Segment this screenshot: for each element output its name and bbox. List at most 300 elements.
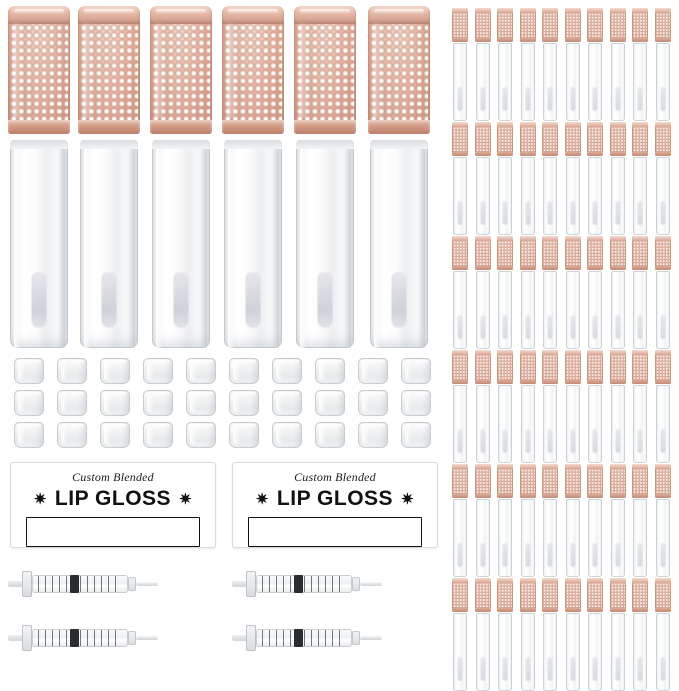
stopper-cap — [315, 390, 345, 416]
small-cap-base — [587, 380, 603, 384]
applicator-wand — [246, 272, 261, 328]
small-rhinestone-texture — [656, 241, 670, 266]
small-rhinestone-texture — [633, 355, 647, 380]
small-clear-body — [633, 271, 647, 349]
small-clear-body — [543, 43, 557, 121]
stopper-cap — [100, 422, 130, 448]
small-applicator-wand — [593, 315, 598, 339]
small-rhinestone-texture — [543, 127, 557, 152]
stopper-body — [57, 358, 87, 384]
small-rhinestone-cap — [520, 236, 536, 270]
small-rhinestone-cap — [565, 350, 581, 384]
small-cap-base — [475, 380, 491, 384]
tube-neck — [296, 140, 354, 149]
small-cap-base — [587, 38, 603, 42]
syringe — [232, 620, 382, 656]
small-cap-base — [475, 38, 491, 42]
stopper-cap — [229, 358, 259, 384]
small-rhinestone-texture — [611, 241, 625, 266]
small-applicator-wand — [615, 543, 620, 567]
cap-base-band — [150, 120, 212, 134]
stopper-cap — [315, 358, 345, 384]
small-rhinestone-texture — [498, 241, 512, 266]
small-rhinestone-texture — [656, 469, 670, 494]
stopper-body — [229, 390, 259, 416]
small-applicator-wand — [458, 429, 463, 453]
syringe-measurement-ticks — [262, 576, 346, 592]
label-write-box — [248, 517, 422, 547]
stopper-body — [315, 422, 345, 448]
small-applicator-wand — [525, 429, 530, 453]
small-rhinestone-texture — [498, 127, 512, 152]
stopper-body — [186, 358, 216, 384]
small-applicator-wand — [458, 87, 463, 111]
small-rhinestone-texture — [521, 583, 535, 608]
small-clear-body — [656, 43, 670, 121]
stopper-body — [272, 422, 302, 448]
small-rhinestone-cap — [452, 464, 468, 498]
stopper-cap — [272, 422, 302, 448]
small-rhinestone-texture — [633, 127, 647, 152]
tube-neck — [10, 140, 68, 149]
small-clear-body — [611, 43, 625, 121]
small-clear-body — [498, 385, 512, 463]
small-cap-base — [632, 38, 648, 42]
clear-tube-body — [224, 140, 282, 348]
cap-base-band — [222, 120, 284, 134]
small-rhinestone-cap — [632, 122, 648, 156]
small-cap-base — [452, 380, 468, 384]
small-rhinestone-cap — [565, 236, 581, 270]
stopper-cap — [14, 422, 44, 448]
small-cap-base — [565, 608, 581, 612]
small-applicator-wand — [458, 543, 463, 567]
cap-collar — [78, 6, 140, 24]
stopper-body — [143, 390, 173, 416]
stopper-body — [401, 358, 431, 384]
small-applicator-wand — [525, 657, 530, 681]
small-applicator-wand — [615, 87, 620, 111]
stopper-body — [229, 422, 259, 448]
small-rhinestone-texture — [453, 241, 467, 266]
clear-tube-body — [370, 140, 428, 348]
small-cap-base — [497, 152, 513, 156]
small-cap-base — [542, 380, 558, 384]
small-cap-base — [497, 266, 513, 270]
small-rhinestone-texture — [543, 13, 557, 38]
small-applicator-wand — [480, 657, 485, 681]
label-title-text: LIP GLOSS — [54, 487, 172, 510]
small-applicator-wand — [570, 543, 575, 567]
small-clear-body — [633, 43, 647, 121]
small-rhinestone-texture — [476, 583, 490, 608]
small-rhinestone-texture — [453, 355, 467, 380]
small-rhinestone-texture — [521, 127, 535, 152]
stopper-cap — [401, 390, 431, 416]
small-rhinestone-texture — [656, 13, 670, 38]
small-rhinestone-texture — [588, 241, 602, 266]
small-clear-body — [633, 157, 647, 235]
small-clear-body — [521, 271, 535, 349]
small-rhinestone-texture — [566, 241, 580, 266]
small-clear-body — [656, 499, 670, 577]
small-rhinestone-cap — [610, 8, 626, 42]
small-applicator-wand — [593, 87, 598, 111]
small-clear-body — [588, 613, 602, 691]
small-rhinestone-texture — [453, 13, 467, 38]
tube-right-shadow — [345, 149, 351, 348]
stopper-cap — [272, 390, 302, 416]
small-applicator-wand — [593, 657, 598, 681]
small-clear-body — [633, 499, 647, 577]
small-cap-base — [610, 38, 626, 42]
small-clear-body — [498, 613, 512, 691]
stopper-cap — [186, 422, 216, 448]
cap-base-band — [78, 120, 140, 134]
stopper-body — [272, 390, 302, 416]
small-cap-base — [565, 266, 581, 270]
small-rhinestone-texture — [588, 355, 602, 380]
small-rhinestone-cap — [542, 236, 558, 270]
small-clear-body — [633, 613, 647, 691]
small-rhinestone-cap — [475, 350, 491, 384]
small-clear-body — [566, 271, 580, 349]
syringe-nozzle — [360, 582, 382, 586]
small-rhinestone-texture — [521, 355, 535, 380]
small-rhinestone-cap — [475, 8, 491, 42]
stopper-cap — [57, 358, 87, 384]
small-cap-base — [497, 494, 513, 498]
tube-left-highlight — [84, 149, 91, 348]
small-rhinestone-texture — [476, 469, 490, 494]
syringe-plunger-head — [246, 625, 256, 651]
small-applicator-wand — [458, 315, 463, 339]
syringe-measurement-ticks — [262, 630, 346, 646]
small-rhinestone-cap — [632, 8, 648, 42]
syringe-nozzle — [136, 582, 158, 586]
syringe-tip-base — [352, 577, 360, 591]
stopper-cap — [143, 358, 173, 384]
small-cap-base — [542, 38, 558, 42]
small-cap-base — [610, 494, 626, 498]
small-rhinestone-texture — [566, 127, 580, 152]
small-cap-base — [655, 152, 671, 156]
label-title-row — [256, 487, 414, 511]
small-rhinestone-cap — [655, 236, 671, 270]
stopper-body — [358, 422, 388, 448]
small-rhinestone-texture — [566, 583, 580, 608]
small-clear-body — [521, 43, 535, 121]
stopper-body — [358, 358, 388, 384]
small-clear-body — [453, 157, 467, 235]
small-clear-body — [543, 499, 557, 577]
small-rhinestone-texture — [633, 241, 647, 266]
small-applicator-wand — [570, 201, 575, 225]
small-rhinestone-texture — [588, 13, 602, 38]
small-clear-body — [611, 271, 625, 349]
small-cap-base — [542, 608, 558, 612]
small-cap-base — [655, 494, 671, 498]
small-cap-base — [632, 266, 648, 270]
syringe-seal — [70, 629, 79, 647]
small-applicator-wand — [638, 657, 643, 681]
syringe-measurement-ticks — [38, 630, 122, 646]
small-cap-base — [610, 152, 626, 156]
small-applicator-wand — [548, 201, 553, 225]
small-rhinestone-texture — [588, 127, 602, 152]
small-rhinestone-texture — [656, 583, 670, 608]
small-clear-body — [498, 43, 512, 121]
stopper-cap — [186, 390, 216, 416]
small-clear-body — [543, 385, 557, 463]
small-cap-base — [565, 152, 581, 156]
stopper-cap — [272, 358, 302, 384]
small-cap-base — [655, 608, 671, 612]
syringe — [232, 566, 382, 602]
stopper-cap — [57, 422, 87, 448]
small-rhinestone-cap — [565, 122, 581, 156]
clear-tube-body — [10, 140, 68, 348]
stopper-body — [57, 422, 87, 448]
small-rhinestone-texture — [656, 127, 670, 152]
small-rhinestone-cap — [452, 350, 468, 384]
small-applicator-wand — [548, 87, 553, 111]
tube-left-highlight — [156, 149, 163, 348]
small-rhinestone-cap — [542, 350, 558, 384]
small-clear-body — [566, 499, 580, 577]
small-applicator-wand — [615, 315, 620, 339]
small-rhinestone-cap — [655, 578, 671, 612]
small-rhinestone-cap — [587, 350, 603, 384]
small-applicator-wand — [660, 429, 665, 453]
stopper-body — [315, 358, 345, 384]
small-applicator-wand — [480, 543, 485, 567]
small-rhinestone-cap — [587, 236, 603, 270]
small-rhinestone-texture — [611, 583, 625, 608]
stopper-body — [229, 358, 259, 384]
small-rhinestone-texture — [566, 355, 580, 380]
cap-highlight — [155, 24, 165, 118]
tube-neck — [370, 140, 428, 149]
small-rhinestone-texture — [476, 13, 490, 38]
small-cap-base — [587, 152, 603, 156]
cap-base-band — [294, 120, 356, 134]
label-title-row — [34, 487, 192, 511]
small-applicator-wand — [638, 315, 643, 339]
small-cap-base — [497, 380, 513, 384]
clear-tube-body — [152, 140, 210, 348]
small-applicator-wand — [570, 315, 575, 339]
small-rhinestone-cap — [475, 122, 491, 156]
small-cap-base — [587, 266, 603, 270]
small-rhinestone-cap — [610, 350, 626, 384]
small-clear-body — [588, 385, 602, 463]
small-clear-body — [476, 43, 490, 121]
syringe-nozzle — [360, 636, 382, 640]
small-cap-base — [632, 380, 648, 384]
rhinestone-cap — [294, 6, 356, 134]
small-cap-base — [542, 494, 558, 498]
tube-right-shadow — [419, 149, 425, 348]
small-clear-body — [498, 157, 512, 235]
small-rhinestone-texture — [588, 469, 602, 494]
small-rhinestone-texture — [566, 13, 580, 38]
small-cap-base — [497, 608, 513, 612]
stopper-body — [14, 358, 44, 384]
stopper-body — [14, 422, 44, 448]
small-rhinestone-texture — [543, 355, 557, 380]
small-rhinestone-texture — [453, 127, 467, 152]
small-rhinestone-cap — [497, 350, 513, 384]
syringe-seal — [294, 575, 303, 593]
small-applicator-wand — [660, 87, 665, 111]
small-rhinestone-texture — [476, 355, 490, 380]
small-clear-body — [543, 271, 557, 349]
small-cap-base — [565, 494, 581, 498]
stopper-cap — [100, 358, 130, 384]
small-applicator-wand — [480, 429, 485, 453]
small-rhinestone-texture — [498, 355, 512, 380]
small-rhinestone-cap — [452, 122, 468, 156]
small-clear-body — [476, 271, 490, 349]
small-rhinestone-texture — [476, 241, 490, 266]
small-rhinestone-cap — [497, 8, 513, 42]
small-rhinestone-cap — [475, 578, 491, 612]
small-cap-base — [632, 494, 648, 498]
small-applicator-wand — [458, 201, 463, 225]
small-cap-base — [475, 608, 491, 612]
small-rhinestone-cap — [542, 464, 558, 498]
small-cap-base — [542, 152, 558, 156]
small-rhinestone-cap — [452, 236, 468, 270]
small-applicator-wand — [480, 315, 485, 339]
star-icon-right: ✷ — [179, 490, 193, 508]
small-cap-base — [520, 152, 536, 156]
small-applicator-wand — [638, 543, 643, 567]
small-cap-base — [610, 380, 626, 384]
small-cap-base — [565, 38, 581, 42]
small-rhinestone-cap — [520, 464, 536, 498]
stopper-body — [401, 422, 431, 448]
small-applicator-wand — [503, 201, 508, 225]
small-rhinestone-cap — [542, 578, 558, 612]
stopper-cap — [143, 422, 173, 448]
syringe-tip-base — [128, 631, 136, 645]
small-rhinestone-cap — [475, 464, 491, 498]
small-rhinestone-texture — [453, 583, 467, 608]
stopper-body — [315, 390, 345, 416]
cap-collar — [222, 6, 284, 24]
small-cap-base — [452, 38, 468, 42]
stopper-cap — [100, 390, 130, 416]
small-cap-base — [655, 38, 671, 42]
small-rhinestone-cap — [655, 350, 671, 384]
stopper-cap — [358, 422, 388, 448]
small-applicator-wand — [570, 87, 575, 111]
small-rhinestone-cap — [452, 578, 468, 612]
small-rhinestone-texture — [543, 241, 557, 266]
small-rhinestone-texture — [588, 583, 602, 608]
small-applicator-wand — [660, 201, 665, 225]
small-clear-body — [453, 43, 467, 121]
small-rhinestone-cap — [497, 236, 513, 270]
small-rhinestone-cap — [587, 122, 603, 156]
applicator-wand — [392, 272, 407, 328]
rhinestone-cap — [150, 6, 212, 134]
small-clear-body — [498, 499, 512, 577]
small-cap-base — [475, 266, 491, 270]
tube-right-shadow — [129, 149, 135, 348]
label-script-text: Custom Blended — [72, 470, 154, 484]
small-applicator-wand — [480, 87, 485, 111]
tube-left-highlight — [300, 149, 307, 348]
small-clear-body — [633, 385, 647, 463]
small-cap-base — [452, 608, 468, 612]
small-applicator-wand — [615, 429, 620, 453]
small-cap-base — [452, 152, 468, 156]
small-rhinestone-texture — [611, 469, 625, 494]
stopper-cap — [401, 422, 431, 448]
small-rhinestone-cap — [497, 578, 513, 612]
small-cap-base — [452, 266, 468, 270]
small-clear-body — [611, 613, 625, 691]
stopper-body — [14, 390, 44, 416]
label-title-text: LIP GLOSS — [276, 487, 394, 510]
cap-base-band — [368, 120, 430, 134]
small-clear-body — [453, 385, 467, 463]
small-applicator-wand — [503, 315, 508, 339]
small-cap-base — [520, 266, 536, 270]
star-icon-right: ✷ — [401, 490, 415, 508]
small-clear-body — [611, 157, 625, 235]
small-clear-body — [521, 385, 535, 463]
small-applicator-wand — [660, 543, 665, 567]
small-rhinestone-cap — [542, 122, 558, 156]
syringe — [8, 566, 158, 602]
syringe-tip-base — [128, 577, 136, 591]
small-rhinestone-cap — [520, 8, 536, 42]
small-cap-base — [632, 608, 648, 612]
small-clear-body — [611, 499, 625, 577]
tube-left-highlight — [14, 149, 21, 348]
cap-collar — [150, 6, 212, 24]
tube-right-shadow — [59, 149, 65, 348]
small-clear-body — [656, 385, 670, 463]
small-clear-body — [588, 271, 602, 349]
rhinestone-cap — [222, 6, 284, 134]
small-clear-body — [453, 271, 467, 349]
small-clear-body — [566, 613, 580, 691]
tube-neck — [80, 140, 138, 149]
small-clear-body — [543, 613, 557, 691]
cap-highlight — [373, 24, 383, 118]
small-applicator-wand — [548, 429, 553, 453]
applicator-wand — [318, 272, 333, 328]
label-write-box — [26, 517, 200, 547]
small-cap-base — [655, 380, 671, 384]
small-applicator-wand — [503, 657, 508, 681]
small-applicator-wand — [638, 201, 643, 225]
small-clear-body — [521, 613, 535, 691]
stopper-cap — [315, 422, 345, 448]
cap-base-band — [8, 120, 70, 134]
small-clear-body — [521, 157, 535, 235]
small-rhinestone-texture — [633, 13, 647, 38]
small-cap-base — [632, 152, 648, 156]
small-rhinestone-cap — [655, 8, 671, 42]
small-rhinestone-texture — [498, 13, 512, 38]
syringe-measurement-ticks — [38, 576, 122, 592]
